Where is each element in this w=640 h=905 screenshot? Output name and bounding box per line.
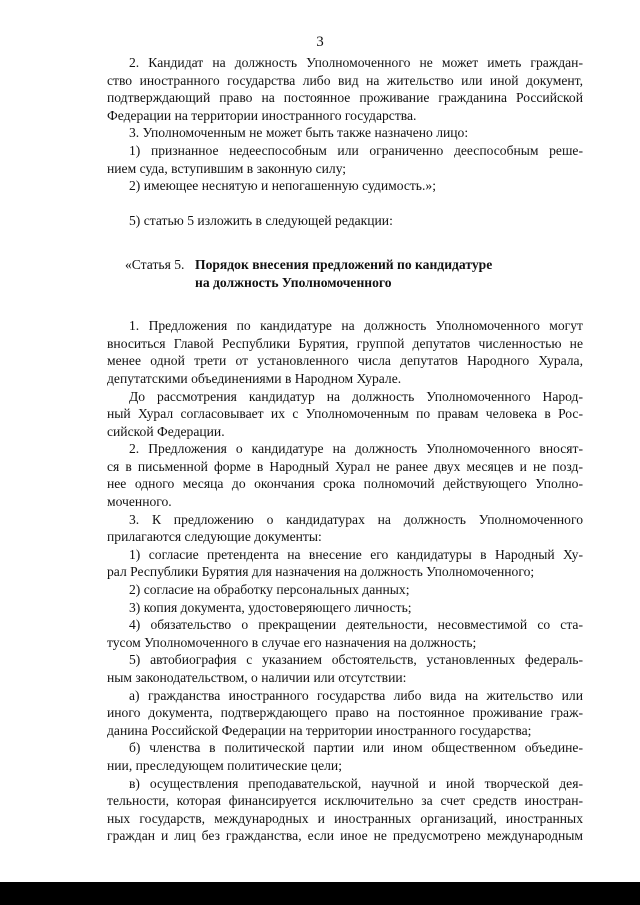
text-line: 1) признанное недееспособным или ограниченно дееспособным реше-: [129, 142, 583, 158]
text-line: ным законодательством, о наличии или отсутствии:: [107, 670, 407, 685]
spacer: [107, 291, 583, 317]
document-body: [107, 54, 583, 845]
text-line: 2) имеющее неснятую и непогашенную судимость.»;: [129, 178, 436, 194]
text-line: 3) копия документа, удостоверяющего личность;: [129, 599, 412, 615]
text-line: нием суда, вступившим в законную силу;: [107, 160, 347, 176]
scan-border-bottom: [0, 882, 640, 905]
text-line: 1) согласие претендента на внесение его кандидатуры в Народный Ху-: [129, 546, 583, 562]
text-line: сийской Федерации.: [107, 423, 225, 439]
text-line: ся в письменной форме в Народный Хурал не ранее двух месяцев и не позд-: [107, 458, 583, 474]
text-line: в) осуществления преподавательской, научной и иной творческой дея-: [129, 775, 583, 791]
text-line: менее одной трети от установленного числа депутатов Народного Хурала,: [107, 353, 583, 369]
text-line: тельности, которая финансируется исключительно за счет средств иностран-: [107, 793, 583, 809]
text-line: данина Российской Федерации на территории иностранного государства;: [107, 722, 532, 738]
text-line: рал Республики Бурятия для назначения на должность Уполномоченного;: [107, 564, 535, 580]
text-line: иного документа, подтверждающего право на постоянное проживание граж-: [107, 705, 583, 721]
text-line: нее одного месяца до окончания срока полномочий действующего Уполно-: [107, 476, 583, 492]
article-title-line-2: на должность Уполномоченного: [195, 274, 392, 290]
text-line: Федерации на территории иностранного государства.: [107, 107, 417, 123]
text-line: 4) обязательство о прекращении деятельности, несовместимой со ста-: [129, 617, 583, 633]
text-line: До рассмотрения кандидатур на должность Уполномоченного Народ-: [129, 388, 583, 404]
text-line: 2. Кандидат на должность Уполномоченного не может иметь граждан-: [129, 55, 583, 70]
spacer: [107, 195, 583, 213]
text-line: ство иностранного государства либо вид на жительство или иной документ,: [107, 72, 583, 88]
article-5-heading: [107, 256, 583, 291]
text-line: ных государств, международных и иностранных организаций, иностранных: [107, 810, 583, 826]
text-line: ный Хурал согласовывает их с Уполномоченным по правам человека в Рос-: [107, 406, 583, 422]
text-line: депутатскими объединениями в Народном Хурале.: [107, 370, 402, 386]
text-line: б) членства в политической партии или ином общественном объедине-: [129, 740, 583, 756]
text-line: моченного.: [107, 494, 172, 510]
text-line: подтверждающий право на постоянное проживание гражданина Российской: [107, 90, 583, 106]
text-line: 5) автобиография с указанием обстоятельств, установленных федераль-: [129, 652, 583, 668]
text-line: 3. К предложению о кандидатурах на должность Уполномоченного: [129, 511, 583, 527]
spacer: [107, 230, 583, 256]
paragraphs-article-4-end: [107, 54, 583, 195]
text-line: 1. Предложения по кандидатуре на должность Уполномоченного могут: [129, 318, 583, 334]
text-line: прилагаются следующие документы:: [107, 529, 322, 545]
article-title-line-1: Порядок внесения предложений по кандидатуре: [195, 256, 493, 272]
text-line: 2. Предложения о кандидатуре на должность Уполномоченного вносят-: [129, 441, 583, 457]
text-line: тусом Уполномоченного в случае его назначения на должность;: [107, 634, 477, 650]
article-number: «Статья 5.: [125, 256, 185, 272]
text-line: 3. Уполномоченным не может быть также назначено лицо:: [129, 125, 469, 141]
paragraphs-article-5: [107, 317, 583, 845]
text-line: граждан и лиц без гражданства, если иное не предусмотрено международным: [107, 828, 583, 844]
page-number: 3: [316, 34, 324, 50]
text-line: 2) согласие на обработку персональных данных;: [129, 582, 410, 598]
amendment-item-5: 5) статью 5 изложить в следующей редакции:: [129, 213, 393, 229]
text-line: вноситься Главой Республики Бурятия, группой депутатов численностью не: [107, 335, 583, 351]
text-line: а) гражданства иностранного государства либо вида на жительство или: [129, 687, 583, 703]
text-line: нии, преследующем политические цели;: [107, 757, 342, 773]
